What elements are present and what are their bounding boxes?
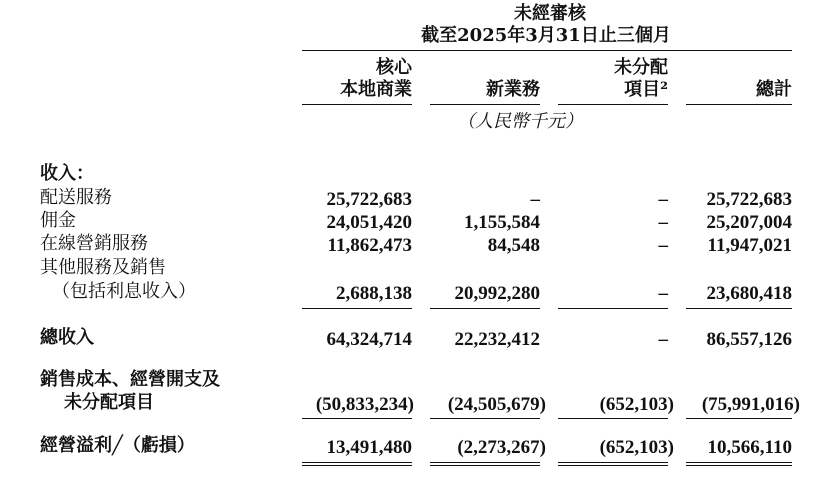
col-rule-4 <box>686 104 792 105</box>
cell: – <box>658 189 668 210</box>
cell: – <box>658 212 668 233</box>
costs-rule-3 <box>558 418 668 419</box>
cell: 13,491,480 <box>326 437 412 458</box>
cell: (50,833,234) <box>315 394 414 415</box>
double-rule-3 <box>558 462 668 466</box>
unit-label: （人民幣千元） <box>457 111 583 132</box>
double-rule-1 <box>302 462 412 466</box>
cell: 2,688,138 <box>336 283 412 304</box>
cell: 25,722,683 <box>326 189 412 210</box>
cell: 25,207,004 <box>706 212 792 233</box>
cell: 24,051,420 <box>326 212 412 233</box>
subtotal-rule-4 <box>686 308 792 309</box>
col-core-line2: 本地商業 <box>340 79 412 100</box>
header-period: 截至2025年3月31日止三個月 <box>421 25 671 46</box>
col-unallocated-line1: 未分配 <box>614 57 668 78</box>
cell: 22,232,412 <box>454 329 540 350</box>
cell: 20,992,280 <box>454 283 540 304</box>
row-label-marketing: 在線營銷服務 <box>40 233 148 254</box>
cell: 10,566,110 <box>707 437 792 458</box>
double-rule-2 <box>430 462 540 466</box>
subtotal-rule-1 <box>302 308 412 309</box>
cell: 64,324,714 <box>326 329 412 350</box>
col-new-line2: 新業務 <box>486 79 540 100</box>
operating-label: 經營溢利╱（虧損） <box>40 435 195 456</box>
col-rule-3 <box>558 104 668 105</box>
col-core-line1: 核心 <box>376 57 412 78</box>
cell: (24,505,679) <box>447 394 546 415</box>
cell: 84,548 <box>487 235 540 256</box>
cell: 11,947,021 <box>707 235 792 256</box>
total-revenue-label: 總收入 <box>40 327 94 348</box>
costs-rule-4 <box>686 418 792 419</box>
cell: 86,557,126 <box>706 329 792 350</box>
double-rule-4 <box>686 462 792 466</box>
cell: 11,862,473 <box>327 235 412 256</box>
costs-rule-2 <box>430 418 540 419</box>
costs-label: 銷售成本、經營開支及 <box>40 369 220 390</box>
subtotal-rule-3 <box>558 308 668 309</box>
row-label-other: 其他服務及銷售 <box>40 257 166 278</box>
revenue-heading: 收入： <box>40 163 94 184</box>
cell: (652,103) <box>599 394 674 415</box>
cell: 23,680,418 <box>706 283 792 304</box>
cell: 1,155,584 <box>464 212 540 233</box>
col-rule-2 <box>430 104 540 105</box>
row-label-commission: 佣金 <box>40 210 76 231</box>
costs-rule-1 <box>302 418 412 419</box>
cell: – <box>658 283 668 304</box>
col-total-line2: 總計 <box>756 79 792 100</box>
costs-label-sub: 未分配項目 <box>64 392 154 413</box>
row-label-delivery: 配送服務 <box>40 187 112 208</box>
cell: (2,273,267) <box>457 437 546 458</box>
col-unallocated-line2: 項目² <box>624 79 668 100</box>
header-rule <box>302 50 792 51</box>
cell: (652,103) <box>599 437 674 458</box>
cell: – <box>658 235 668 256</box>
cell: – <box>658 329 668 350</box>
header-title: 未經審核 <box>514 3 586 24</box>
cell: 25,722,683 <box>706 189 792 210</box>
cell: – <box>530 189 540 210</box>
row-label-other-sub: （包括利息收入） <box>52 281 196 302</box>
col-rule-1 <box>302 104 412 105</box>
cell: (75,991,016) <box>701 394 800 415</box>
subtotal-rule-2 <box>430 308 540 309</box>
